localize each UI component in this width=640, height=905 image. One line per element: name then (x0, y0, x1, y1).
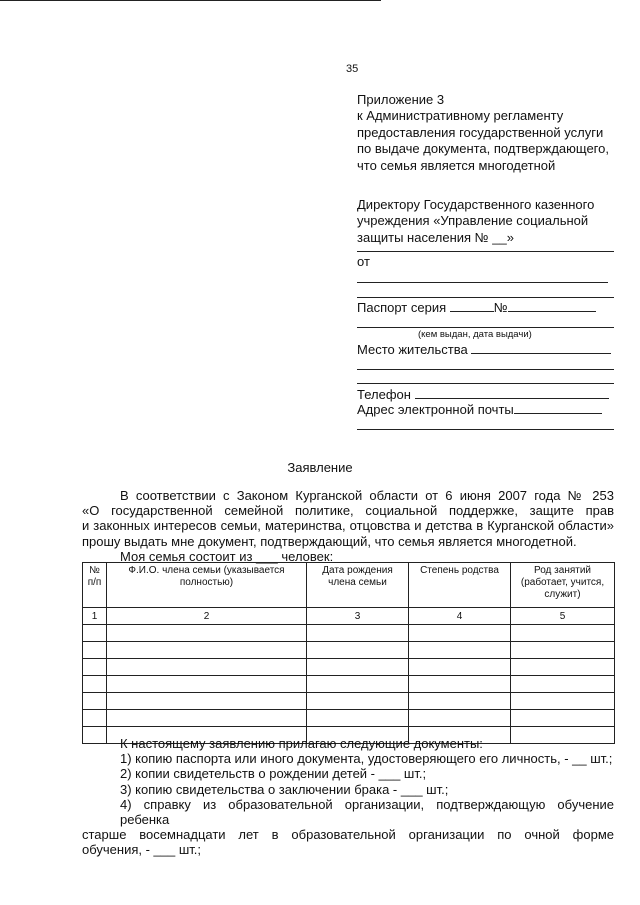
column-number: 1 (83, 608, 107, 625)
appendix-header (357, 92, 622, 174)
table-cell[interactable] (409, 642, 511, 659)
phone-label: Телефон (357, 387, 411, 402)
family-size-prefix: Моя семья состоит из (120, 548, 253, 564)
passport-issued-field[interactable] (357, 327, 614, 328)
intro-line: «О государственной семейной политике, социальной поддержке, защите прав (82, 503, 614, 519)
attachment-item: 3) копию свидетельства о заключении брака - ___ шт.; (120, 781, 449, 797)
residence-label: Место жительства (357, 342, 468, 357)
appendix-line: Приложение 3 (357, 92, 445, 107)
table-row (83, 710, 615, 727)
addressee-block (357, 197, 622, 246)
table-cell[interactable] (83, 642, 107, 659)
attachment-item: 4) справку из образовательной организации, подтверждающую обучение ребенка (120, 796, 614, 828)
table-cell[interactable] (307, 659, 409, 676)
table-cell[interactable] (409, 625, 511, 642)
table-cell[interactable] (83, 710, 107, 727)
email-label: Адрес электронной почты (357, 402, 514, 417)
attachment-item-continued: старше восемнадцати лет в образовательной организации по очной форме (82, 827, 614, 843)
appendix-line: предоставления государственной услуги (357, 124, 604, 140)
table-cell[interactable] (83, 625, 107, 642)
table-row (83, 659, 615, 676)
table-row (83, 676, 615, 693)
issued-caption: (кем выдан, дата выдачи) (418, 329, 532, 340)
email-field-line[interactable] (357, 429, 614, 430)
table-cell[interactable] (83, 693, 107, 710)
table-cell[interactable] (511, 642, 615, 659)
column-number: 2 (107, 608, 307, 625)
table-cell[interactable] (409, 659, 511, 676)
attachments-list (82, 736, 614, 858)
table-row (83, 625, 615, 642)
header-number: № п/п (83, 563, 107, 608)
column-number-row (83, 608, 615, 625)
page-number: 35 (346, 63, 359, 75)
table-cell[interactable] (511, 625, 615, 642)
table-cell[interactable] (409, 693, 511, 710)
table-cell[interactable] (107, 625, 307, 642)
table-row (83, 693, 615, 710)
table-cell[interactable] (511, 676, 615, 693)
table-cell[interactable] (307, 710, 409, 727)
passport-number-field[interactable] (508, 299, 596, 312)
table-cell[interactable] (307, 625, 409, 642)
intro-line: В соответствии с Законом Курганской области от 6 июня 2007 года № 253 (120, 488, 614, 503)
table-cell[interactable] (511, 710, 615, 727)
table-cell[interactable] (107, 659, 307, 676)
from-label: от (357, 254, 370, 269)
column-number: 4 (409, 608, 511, 625)
family-size-field[interactable]: ___ (256, 548, 278, 564)
residence-row (357, 341, 611, 357)
table-cell[interactable] (83, 676, 107, 693)
passport-series-field[interactable] (450, 299, 494, 312)
page-top-rule (0, 0, 381, 1)
table-cell[interactable] (83, 659, 107, 676)
document-title: Заявление (287, 460, 353, 475)
table-cell[interactable] (307, 693, 409, 710)
attachment-item: 2) копии свидетельств о рождении детей - ___ шт.; (120, 766, 427, 782)
passport-number-label: № (493, 300, 508, 315)
email-row (357, 401, 602, 417)
appendix-line: по выдаче документа, подтверждающего, (357, 141, 609, 157)
residence-field-line[interactable] (357, 383, 614, 384)
table-cell[interactable] (409, 710, 511, 727)
email-field[interactable] (514, 401, 602, 414)
attachment-item-continued: обучения, - ___ шт.; (82, 842, 202, 858)
appendix-line: что семья является многодетной (357, 157, 556, 173)
header-full-name: Ф.И.О. члена семьи (указывается полностью) (107, 563, 307, 608)
blank-line[interactable] (357, 251, 614, 252)
family-members-table (82, 562, 615, 744)
table-row (83, 642, 615, 659)
attachment-item: 1) копию паспорта или иного документа, удостоверяющего его личность, - __ шт.; (120, 751, 613, 767)
passport-row (357, 299, 596, 315)
table-cell[interactable] (409, 676, 511, 693)
table-cell[interactable] (107, 676, 307, 693)
table-cell[interactable] (511, 693, 615, 710)
residence-field-line[interactable] (357, 369, 614, 370)
header-relationship: Степень родства (409, 563, 511, 608)
addressee-line: Директору Государственного казенного (357, 197, 595, 212)
phone-field[interactable] (415, 386, 609, 399)
column-number: 5 (511, 608, 615, 625)
blank-line[interactable] (357, 297, 614, 298)
intro-line: прошу выдать мне документ, подтверждающий, что семья является многодетной. (82, 533, 577, 549)
table-cell[interactable] (107, 693, 307, 710)
header-occupation: Род занятий (работает, учится, служит) (511, 563, 615, 608)
residence-field[interactable] (471, 341, 611, 354)
table-cell[interactable] (307, 676, 409, 693)
header-birth-date: Дата рождения члена семьи (307, 563, 409, 608)
phone-row (357, 386, 609, 402)
appendix-line: к Административному регламенту (357, 108, 564, 124)
from-field[interactable] (357, 282, 608, 283)
attachments-intro: К настоящему заявлению прилагаю следующие документы: (120, 736, 483, 751)
table-header-row (83, 563, 615, 608)
table-cell[interactable] (107, 642, 307, 659)
addressee-line: учреждения «Управление социальной (357, 213, 589, 229)
addressee-line: защиты населения № __» (357, 229, 514, 245)
passport-series-label: Паспорт серия (357, 300, 447, 315)
table-cell[interactable] (107, 710, 307, 727)
family-size-suffix: человек: (281, 548, 334, 564)
column-number: 3 (307, 608, 409, 625)
table-cell[interactable] (511, 659, 615, 676)
table-cell[interactable] (307, 642, 409, 659)
intro-line: и законных интересов семьи, материнства, отцовства и детства в Курганской области» (82, 518, 614, 534)
intro-paragraph (82, 488, 614, 564)
